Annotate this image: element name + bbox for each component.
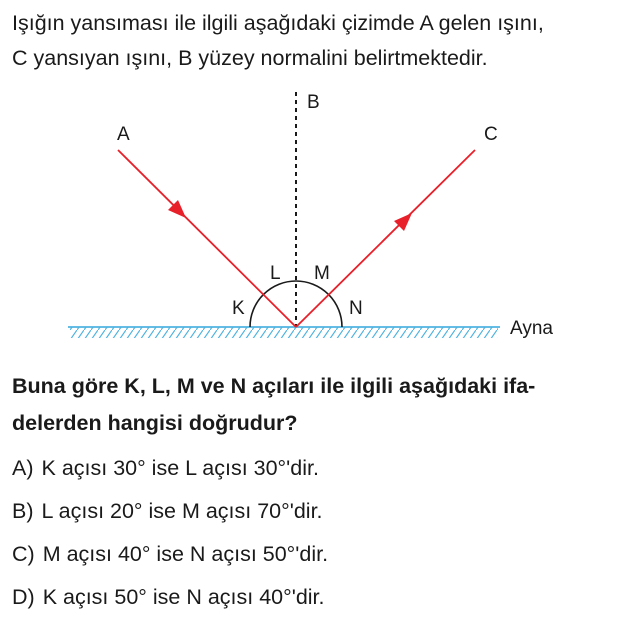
option-text: L açısı 20° ise M açısı 70°'dir. — [41, 499, 323, 523]
question-intro — [12, 6, 612, 76]
incident-ray-a — [118, 150, 296, 327]
label-n: N — [349, 298, 363, 319]
option-letter: A) — [12, 456, 34, 480]
option-letter: D) — [12, 585, 35, 609]
option-text: K açısı 30° ise L açısı 30°'dir. — [41, 456, 319, 480]
option-letter: C) — [12, 542, 35, 566]
label-mirror: Ayna — [510, 318, 553, 339]
mirror — [68, 327, 500, 338]
intro-line-2: C yansıyan ışını, B yüzey normalini belirtmektedir. — [12, 46, 488, 70]
mirror-hatching — [70, 327, 498, 338]
reflection-diagram — [0, 80, 622, 350]
answer-options — [12, 453, 328, 625]
option-b[interactable] — [12, 496, 328, 539]
option-text: M açısı 40° ise N açısı 50°'dir. — [42, 542, 329, 566]
label-k: K — [232, 298, 245, 319]
label-a: A — [117, 124, 130, 145]
reflected-ray-c — [296, 150, 475, 327]
question-stem — [12, 368, 617, 442]
label-m: M — [314, 263, 330, 284]
option-d[interactable] — [12, 582, 328, 625]
option-letter: B) — [12, 499, 34, 523]
option-text: K açısı 50° ise N açısı 40°'dir. — [42, 585, 325, 609]
option-a[interactable] — [12, 453, 328, 496]
reflected-ray-line — [296, 150, 475, 327]
label-c: C — [484, 124, 498, 145]
label-l: L — [270, 263, 281, 284]
option-c[interactable] — [12, 539, 328, 582]
intro-line-1: Işığın yansıması ile ilgili aşağıdaki çizimde A gelen ışını, — [12, 11, 544, 35]
question-line-1: Buna göre K, L, M ve N açıları ile ilgili aşağıdaki ifa- — [12, 374, 536, 398]
label-b: B — [307, 92, 320, 113]
incident-ray-line — [118, 150, 296, 327]
question-line-2: delerden hangisi doğrudur? — [12, 411, 298, 435]
